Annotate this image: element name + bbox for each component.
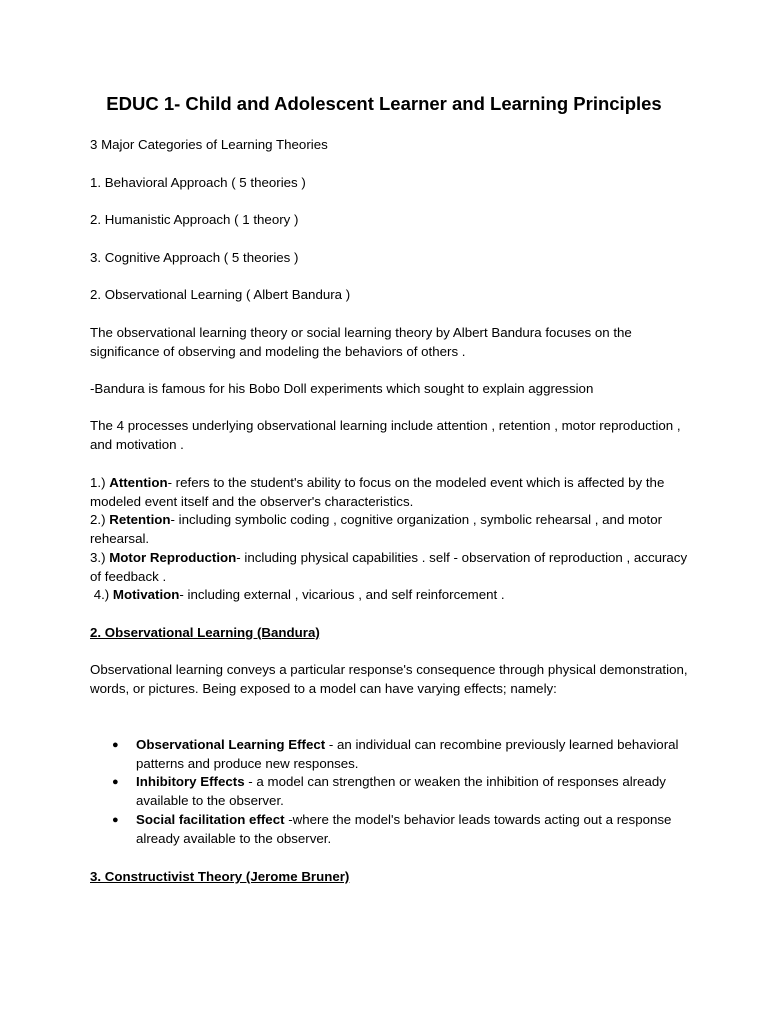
bullet-icon: ● <box>112 813 119 826</box>
process-description: - including physical capabilities . self - observation of reproduction , accuracy of feedback . <box>90 549 688 584</box>
heading-observational-learning-bandura: 2. Observational Learning (Bandura) <box>90 625 320 640</box>
process-number: 3.) <box>90 549 110 565</box>
process-term: Attention <box>109 475 168 490</box>
effects-list <box>90 736 680 848</box>
document-title: EDUC 1- Child and Adolescent Learner and Learning Principles <box>106 93 662 114</box>
process-item <box>90 549 690 586</box>
list-item <box>90 811 680 848</box>
process-number: 4.) <box>90 587 113 603</box>
observational-intro-heading: 2. Observational Learning ( Albert Bandura ) <box>90 287 351 302</box>
paragraph-theory: The observational learning theory or social learning theory by Albert Bandura focuses on the significance of observing and modeling the behaviors of others . <box>90 325 632 359</box>
effect-term: Inhibitory Effects <box>136 774 245 790</box>
effect-term: Observational Learning Effect <box>136 737 326 752</box>
category-behavioral: 1. Behavioral Approach ( 5 theories ) <box>90 175 306 190</box>
process-description: - including symbolic coding , cognitive organization , symbolic rehearsal , and motor rehearsal. <box>90 512 663 547</box>
process-number: 2.) <box>90 512 110 528</box>
list-item <box>90 736 680 773</box>
heading-constructivist-theory: 3. Constructivist Theory (Jerome Bruner) <box>90 869 350 884</box>
list-item <box>90 773 680 810</box>
process-list <box>90 474 690 605</box>
process-description: - refers to the student's ability to focus on the modeled event which is affected by the modeled event itself and the observer's characteristics. <box>90 475 665 509</box>
process-item <box>90 474 690 511</box>
process-item <box>90 586 690 605</box>
paragraph-bobo-doll: -Bandura is famous for his Bobo Doll experiments which sought to explain aggression <box>90 381 594 396</box>
process-description: - including external , vicarious , and self reinforcement . <box>179 587 505 603</box>
process-term: Retention <box>109 512 171 528</box>
bullet-icon: ● <box>112 776 119 789</box>
effect-term: Social facilitation effect <box>136 811 285 827</box>
bullet-icon: ● <box>112 739 119 751</box>
paragraph-conveys-line: words, or pictures. Being exposed to a model can have varying effects; namely: <box>90 680 557 696</box>
category-humanistic: 2. Humanistic Approach ( 1 theory ) <box>90 212 299 227</box>
categories-heading: 3 Major Categories of Learning Theories <box>90 137 328 152</box>
paragraph-conveys <box>90 661 690 698</box>
process-item <box>90 511 690 548</box>
paragraph-processes: The 4 processes underlying observational learning include attention , retention , motor reproduction , and motivation . <box>90 418 681 452</box>
effect-description: -where the model's behavior leads towards acting out a response already available to the observer. <box>136 811 672 846</box>
effect-description: - a model can strengthen or weaken the inhibition of responses already available to the observer. <box>136 774 666 809</box>
process-number: 1.) <box>90 475 110 490</box>
category-cognitive: 3. Cognitive Approach ( 5 theories ) <box>90 250 299 265</box>
effect-description: - an individual can recombine previously learned behavioral patterns and produce new responses. <box>136 737 679 771</box>
process-term: Motivation <box>112 587 180 603</box>
process-term: Motor Reproduction <box>109 549 237 565</box>
paragraph-conveys-line: Observational learning conveys a particular response's consequence through physical demonstration, <box>90 662 688 677</box>
